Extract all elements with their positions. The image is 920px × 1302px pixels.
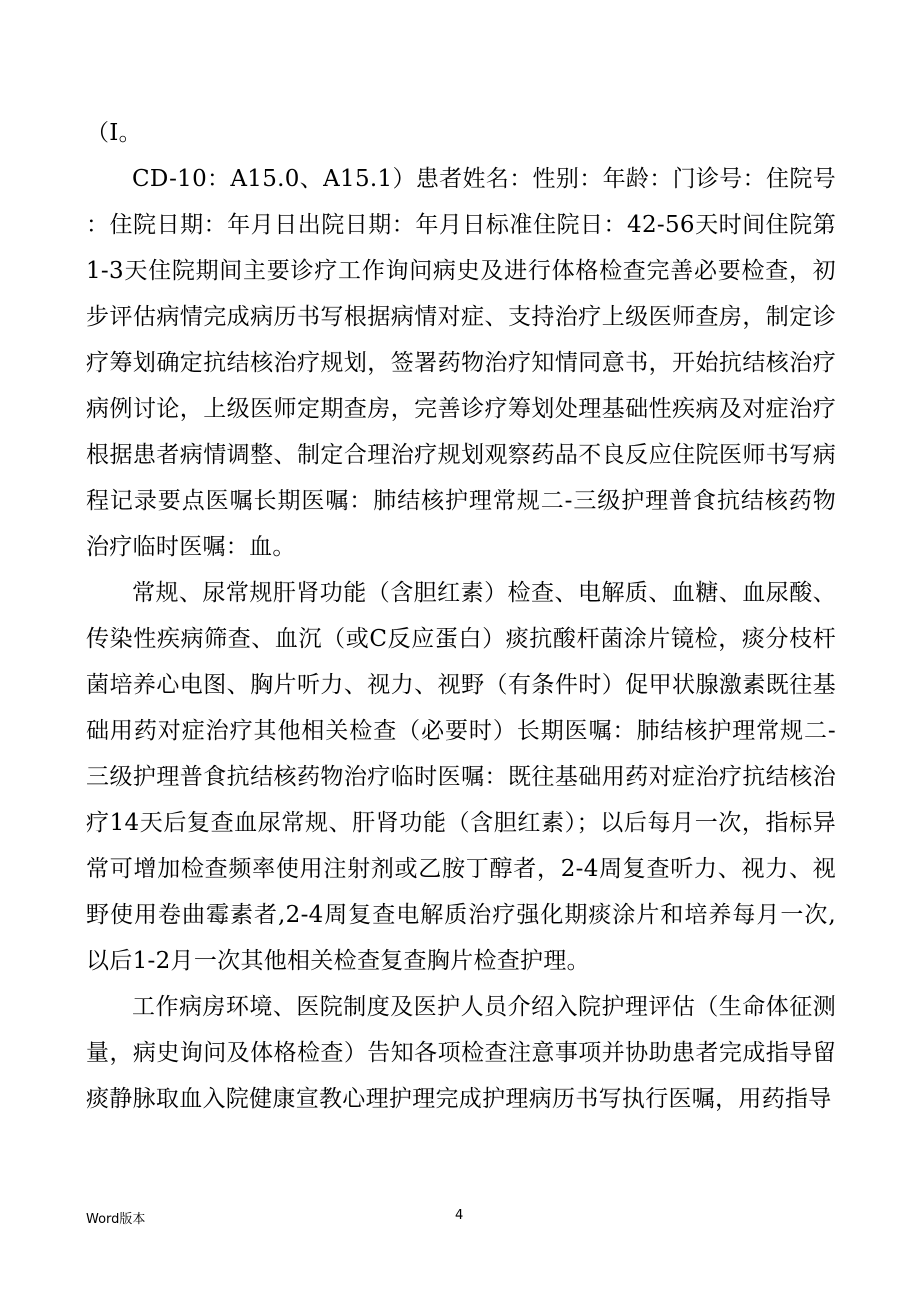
paragraph-3: 常规、尿常规肝肾功能（含胆红素）检查、电解质、血糖、血尿酸、传染性疾病筛查、血沉（或C反应蛋白）痰抗酸杆菌涂片镜检，痰分枝杆菌培养心电图、胸片听力、视力、视野（有条件时）促甲状腺激素既往基础用药对症治疗其他相关检查（必要时）长期医嘱：肺结核护理常规二-三级护理普食抗结核药物治疗临时医嘱：既往基础用药对症治疗抗结核治疗14天后复查血尿常规、肝肾功能（含胆红素）；以后每月一次，指标异常可增加检查频率使用注射剂或乙胺丁醇者，2-4周复查听力、视力、视野使用卷曲霉素者,2-4周复查电解质治疗强化期痰涂片和培养每月一次,以后1-2月一次其他相关检查复查胸片检查护理。 (86, 580, 836, 974)
paragraph-4: 工作病房环境、医院制度及医护人员介绍入院护理评估（生命体征测量，病史询问及体格检查）告知各项检查注意事项并协助患者完成指导留痰静脉取血入院健康宣教心理护理完成护理病历书写执行医嘱，用药指导 (86, 994, 836, 1112)
footer-label: Word版本 (86, 1212, 146, 1227)
paragraph-1: （I。 (86, 120, 142, 146)
document-body (86, 110, 836, 1122)
paragraph-2: CD-10：A15.0、A15.1）患者姓名：性别：年龄：门诊号：住院号：住院日期：年月日出院日期：年月日标准住院日：42-56天时间住院第1-3天住院期间主要诊疗工作询问病史及进行体格检查完善必要检查，初步评估病情完成病历书写根据病情对症、支持治疗上级医师查房，制定诊疗筹划确定抗结核治疗规划，签署药物治疗知情同意书，开始抗结核治疗病例讨论，上级医师定期查房，完善诊疗筹划处理基础性疾病及对症治疗根据患者病情调整、制定合理治疗规划观察药品不良反应住院医师书写病程记录要点医嘱长期医嘱：肺结核护理常规二-三级护理普食抗结核药物治疗临时医嘱：血。 (86, 166, 836, 560)
page-number: 4 (455, 1208, 464, 1223)
